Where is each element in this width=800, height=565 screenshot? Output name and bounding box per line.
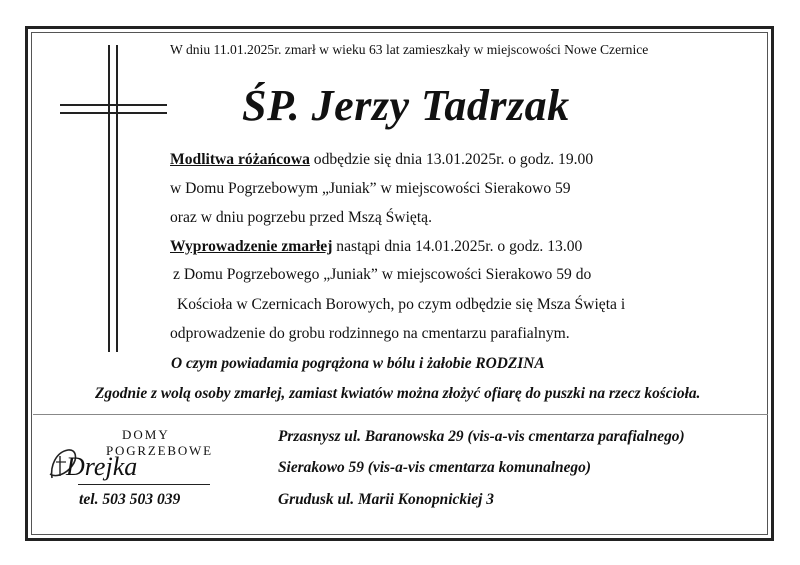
phone-number: tel. 503 503 039 [79,491,181,508]
prayer-line-3: oraz w dniu pogrzebu przed Mszą Świętą. [170,209,432,226]
divider [33,414,768,415]
procession-label: Wyprowadzenie zmarłej [170,238,333,255]
logo-brand: Drejka [66,452,138,481]
logo-line-1: DOMY [122,427,170,442]
address-1: Przasnysz ul. Baranowska 29 (vis-a-vis cmentarza parafialnego) [278,428,685,445]
prayer-line-2: w Domu Pogrzebowym „Juniak” w miejscowości Sierakowo 59 [170,180,571,197]
prayer-line-1: Modlitwa różańcowa odbędzie się dnia 13.01.2025r. o godz. 19.00 [170,151,594,168]
logo-line-2: POGRZEBOWE [106,443,213,458]
logo-underline [78,484,210,485]
procession-line-4: odprowadzenie do grobu rodzinnego na cmentarzu parafialnym. [170,325,570,342]
procession-line-1: Wyprowadzenie zmarłej nastąpi dnia 14.01.2025r. o godz. 13.00 [170,238,583,255]
funeral-home-logo-icon [38,426,223,496]
death-notice-header: W dniu 11.01.2025r. zmarł w wieku 63 lat zamieszkały w miejscowości Nowe Czernice [170,42,649,57]
address-2: Sierakowo 59 (vis-a-vis cmentarza komunalnego) [278,459,591,476]
family-closing: O czym powiadamia pogrążona w bólu i żałobie RODZINA [171,355,545,372]
donation-note: Zgodnie z wolą osoby zmarłej, zamiast kwiatów można złożyć ofiarę do puszki na rzecz kościoła. [95,385,701,402]
procession-line-2: z Domu Pogrzebowego „Juniak” w miejscowości Sierakowo 59 do [173,266,592,283]
deceased-name: ŚP. Jerzy Tadrzak [242,81,570,130]
address-3: Grudusk ul. Marii Konopnickiej 3 [278,491,494,508]
procession-line-3: Kościoła w Czernicach Borowych, po czym odbędzie się Msza Święta i [177,296,626,313]
prayer-label: Modlitwa różańcowa [170,151,310,168]
